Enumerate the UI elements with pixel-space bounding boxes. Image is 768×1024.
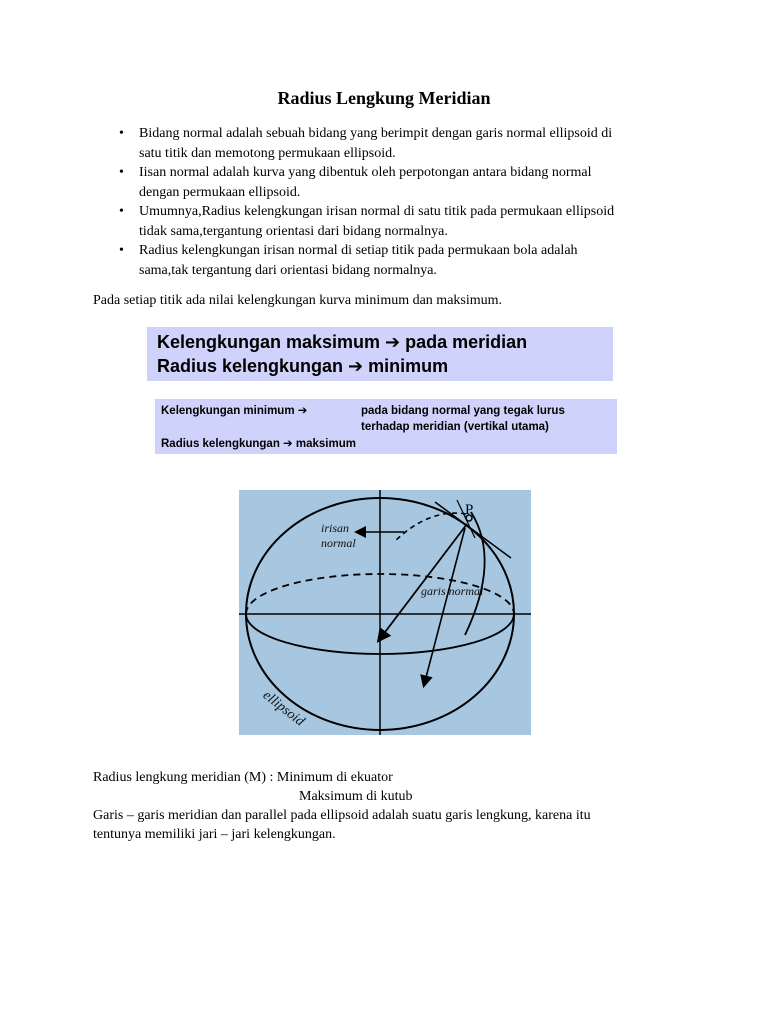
list-item-line: tidak sama,tergantung orientasi dari bidang normalnya. [139, 223, 448, 239]
list-item-line: Umumnya,Radius kelengkungan irisan normal di satu titik pada permukaan ellipsoid [139, 204, 615, 219]
bullet-icon: • [119, 204, 124, 219]
ellipsoid-diagram [239, 490, 531, 735]
box-line: pada bidang normal yang tegak lurus [361, 405, 565, 417]
box-line: terhadap meridian (vertikal utama) [361, 421, 549, 433]
list-item-line: dengan permukaan ellipsoid. [139, 184, 301, 200]
bullet-icon: • [119, 243, 124, 258]
text-line: tentunya memiliki jari – jari kelengkungan. [93, 827, 336, 842]
list-item [119, 241, 679, 280]
minimum-curvature-box [155, 399, 617, 454]
normal-arrow [424, 528, 465, 685]
point-p-label: P [465, 502, 474, 518]
paragraph-text: Pada setiap titik ada nilai kelengkungan kurva minimum dan maksimum. [93, 293, 503, 308]
box-line: Kelengkungan minimum ➔ [161, 405, 308, 417]
bullet-icon: • [119, 165, 124, 180]
list-item [119, 163, 679, 202]
list-item-line: sama,tak tergantung dari orientasi bidang normalnya. [139, 262, 437, 278]
page-title: Radius Lengkung Meridian [277, 88, 491, 108]
conclusion-text [93, 768, 693, 844]
irisan-label: irisan [321, 521, 350, 535]
garis-normal-label: garis normal [421, 584, 484, 598]
list-item [119, 124, 679, 163]
box-line: Radius kelengkungan ➔ minimum [157, 356, 449, 376]
bullet-icon: • [119, 126, 124, 141]
list-item [119, 202, 679, 241]
text-line: Radius lengkung meridian (M) : Minimum di ekuator [93, 770, 393, 785]
list-item-line: satu titik dan memotong permukaan ellipsoid. [139, 145, 396, 161]
definition-list [119, 124, 679, 280]
box-line: Radius kelengkungan ➔ maksimum [161, 438, 356, 450]
text-line: Garis – garis meridian dan parallel pada ellipsoid adalah suatu garis lengkung, karena itu [93, 808, 591, 823]
list-item-line: Iisan normal adalah kurva yang dibentuk oleh perpotongan antara bidang normal [139, 165, 592, 180]
box-line: Kelengkungan maksimum ➔ pada meridian [157, 332, 528, 352]
list-item-line: Radius kelengkungan irisan normal di setiap titik pada permukaan bola adalah [139, 243, 578, 258]
normal-label: normal [321, 536, 356, 550]
list-item-line: Bidang normal adalah sebuah bidang yang berimpit dengan garis normal ellipsoid di [139, 126, 613, 141]
maximum-curvature-box [147, 327, 613, 381]
ellipsoid-label: ellipsoid [259, 688, 308, 730]
normal-arrow [379, 524, 467, 640]
text-line: Maksimum di kutub [299, 789, 413, 804]
